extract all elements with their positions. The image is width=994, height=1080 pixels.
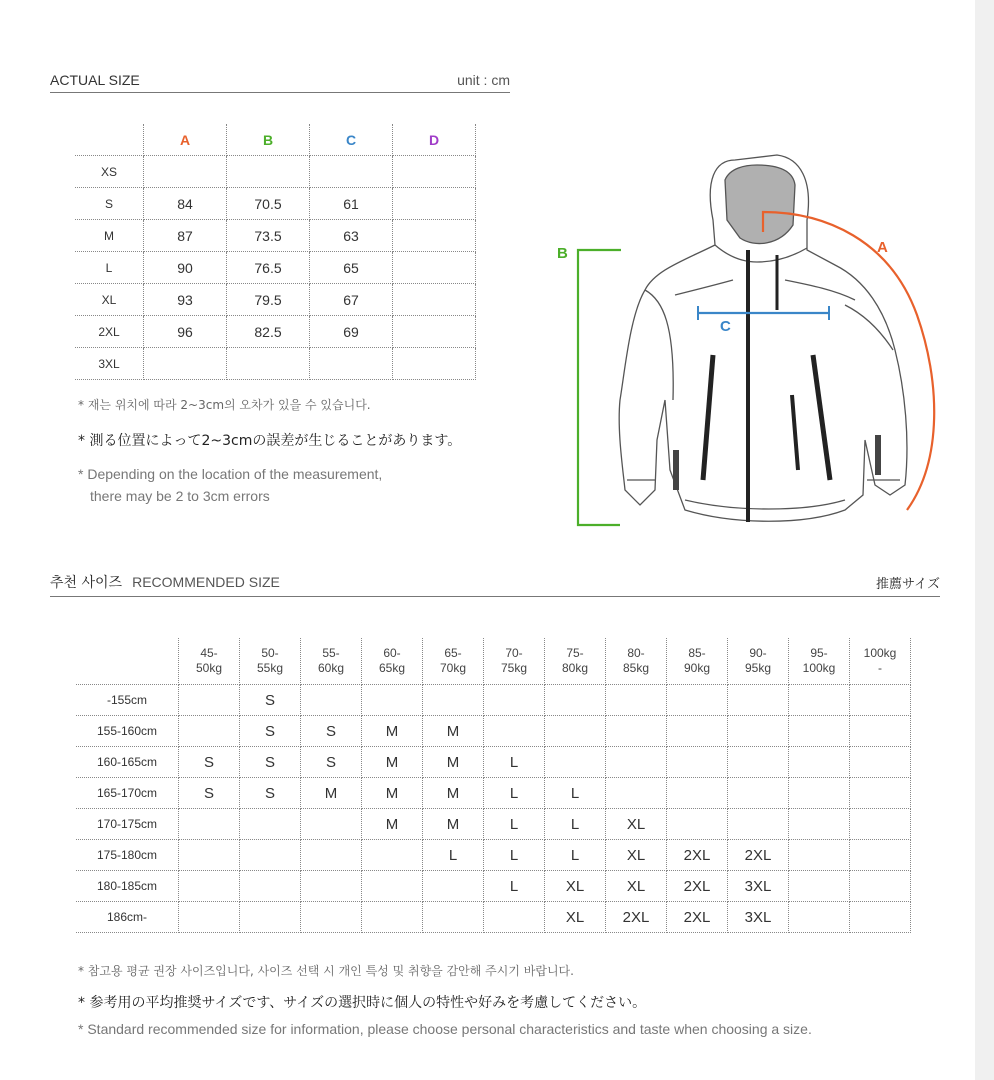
recommended-size-cell [789, 809, 850, 840]
recommended-size-cell [850, 747, 911, 778]
measure-a-label: A [877, 239, 888, 256]
measure-cell [144, 156, 227, 188]
actual-note-en-line1: * Depending on the location of the measurement, [78, 466, 383, 482]
measure-cell: 63 [310, 220, 393, 252]
weight-header [667, 638, 728, 685]
recommended-size-cell: S [179, 778, 240, 809]
recommended-size-cell [606, 685, 667, 716]
height-label: 180-185cm [76, 871, 179, 902]
recommended-size-cell: M [423, 747, 484, 778]
recommended-size-cell [789, 685, 850, 716]
weight-header-line1: 90- [749, 646, 767, 660]
recommended-size-cell [789, 840, 850, 871]
weight-header [240, 638, 301, 685]
recommended-size-cell: L [545, 778, 606, 809]
weight-header-line2: 60kg [317, 661, 345, 675]
recommended-size-cell [850, 840, 911, 871]
measure-cell: 61 [310, 188, 393, 220]
recommended-size-cell [606, 778, 667, 809]
actual-note-en-line2: there may be 2 to 3cm errors [90, 488, 270, 504]
weight-header-line2: 75kg [500, 661, 528, 675]
measure-cell [227, 348, 310, 380]
recommended-size-cell [484, 902, 545, 933]
height-label: 170-175cm [76, 809, 179, 840]
recommended-size-cell: 2XL [728, 840, 789, 871]
weight-header-line1: 100kg [863, 646, 897, 660]
recommended-size-cell: L [484, 871, 545, 902]
recommended-size-cell: 3XL [728, 871, 789, 902]
recommended-size-cell: L [423, 840, 484, 871]
recommended-size-cell [667, 747, 728, 778]
recommended-size-cell [728, 685, 789, 716]
height-row [76, 902, 911, 933]
size-row [75, 156, 476, 188]
measure-cell: 96 [144, 316, 227, 348]
size-label: S [75, 188, 144, 220]
weight-header-line2: 80kg [561, 661, 589, 675]
recommended-size-cell: 2XL [606, 902, 667, 933]
size-row [75, 284, 476, 316]
measure-cell: 65 [310, 252, 393, 284]
height-label: 186cm- [76, 902, 179, 933]
recommended-size-cell: S [240, 716, 301, 747]
recommended-size-cell [667, 809, 728, 840]
recommended-size-cell: L [545, 840, 606, 871]
recommended-size-cell: L [484, 840, 545, 871]
weight-header-line1: 80- [627, 646, 645, 660]
size-label: 3XL [75, 348, 144, 380]
size-label: 2XL [75, 316, 144, 348]
recommended-header [50, 568, 940, 597]
recommended-size-cell [484, 716, 545, 747]
recommended-size-cell: 3XL [728, 902, 789, 933]
measure-cell [393, 348, 476, 380]
actual-note-jp: * 測る位置によって2~3cmの誤差が生じることがあります。 [78, 433, 462, 449]
recommended-size-cell [850, 902, 911, 933]
recommended-size-cell: L [545, 809, 606, 840]
recommended-size-cell: M [362, 747, 423, 778]
weight-header-line2: - [878, 661, 882, 675]
recommended-size-cell [179, 685, 240, 716]
measure-cell [393, 188, 476, 220]
recommended-size-cell [728, 778, 789, 809]
height-row [76, 685, 911, 716]
recommended-size-cell: M [362, 809, 423, 840]
recommended-size-cell [545, 747, 606, 778]
recommended-size-cell: L [484, 809, 545, 840]
col-header-b: B [227, 124, 310, 156]
recommended-size-cell [301, 840, 362, 871]
recommended-size-cell [362, 871, 423, 902]
corner-cell [75, 124, 144, 156]
recommended-size-cell: L [484, 778, 545, 809]
actual-note-ko: * 재는 위치에 따라 2~3cm의 오차가 있을 수 있습니다. [78, 398, 371, 412]
recommended-size-cell: S [240, 685, 301, 716]
recommended-size-table [76, 638, 911, 933]
size-row [75, 220, 476, 252]
weight-header [545, 638, 606, 685]
height-row [76, 716, 911, 747]
recommended-size-cell: S [301, 747, 362, 778]
recommended-size-cell: S [240, 778, 301, 809]
rec-note-en: * Standard recommended size for information, please choose personal characteristics and taste when choosing a size. [78, 1021, 812, 1037]
recommended-size-cell [728, 747, 789, 778]
recommended-size-cell: M [362, 716, 423, 747]
recommended-size-cell [362, 685, 423, 716]
recommended-size-cell: S [240, 747, 301, 778]
corner-cell [76, 638, 179, 685]
measure-cell: 93 [144, 284, 227, 316]
size-label: M [75, 220, 144, 252]
recommended-size-cell: 2XL [667, 902, 728, 933]
height-label: 165-170cm [76, 778, 179, 809]
measure-cell [393, 220, 476, 252]
height-row [76, 778, 911, 809]
recommended-size-cell [545, 716, 606, 747]
recommended-size-cell [423, 902, 484, 933]
recommended-size-cell: M [362, 778, 423, 809]
measure-cell [393, 156, 476, 188]
col-header-d: D [393, 124, 476, 156]
measure-cell: 70.5 [227, 188, 310, 220]
height-label: 155-160cm [76, 716, 179, 747]
measure-cell: 73.5 [227, 220, 310, 252]
weight-header-line2: 55kg [256, 661, 284, 675]
recommended-size-cell [789, 778, 850, 809]
measure-cell: 82.5 [227, 316, 310, 348]
height-row [76, 871, 911, 902]
recommended-title [50, 572, 280, 592]
recommended-size-cell [301, 809, 362, 840]
recommended-title-ko: 추천 사이즈 [50, 575, 123, 591]
size-row [75, 252, 476, 284]
weight-header-line1: 70- [505, 646, 523, 660]
recommended-size-cell [667, 685, 728, 716]
recommended-size-cell [850, 809, 911, 840]
recommended-size-cell [423, 685, 484, 716]
weight-header [179, 638, 240, 685]
weight-header-line1: 55- [322, 646, 340, 660]
weight-header-line1: 65- [444, 646, 462, 660]
recommended-size-cell: L [484, 747, 545, 778]
recommended-size-cell [484, 685, 545, 716]
recommended-size-cell: XL [606, 871, 667, 902]
size-label: XS [75, 156, 144, 188]
recommended-size-cell [179, 871, 240, 902]
weight-header-line1: 85- [688, 646, 706, 660]
recommended-size-cell [240, 902, 301, 933]
recommended-size-cell [179, 902, 240, 933]
measure-b-label: B [557, 245, 568, 262]
weight-header [789, 638, 850, 685]
height-row [76, 809, 911, 840]
recommended-size-cell [423, 871, 484, 902]
recommended-size-cell [240, 871, 301, 902]
measure-cell: 76.5 [227, 252, 310, 284]
recommended-size-cell: S [179, 747, 240, 778]
recommended-size-cell [179, 840, 240, 871]
recommended-size-cell [789, 902, 850, 933]
height-label: 160-165cm [76, 747, 179, 778]
measure-cell [227, 156, 310, 188]
recommended-size-cell [850, 871, 911, 902]
actual-size-table [75, 124, 476, 380]
recommended-size-cell [179, 809, 240, 840]
size-row [75, 188, 476, 220]
rec-note-ko: * 참고용 평균 권장 사이즈입니다, 사이즈 선택 시 개인 특성 및 취향을 감안해 주시기 바랍니다. [78, 964, 574, 978]
recommended-size-cell: 2XL [667, 840, 728, 871]
recommended-size-cell [301, 871, 362, 902]
rec-note-jp: * 参考用の平均推奨サイズです、サイズの選択時に個人の特性や好みを考慮してください。 [78, 995, 647, 1011]
weight-header [362, 638, 423, 685]
weight-header-line2: 100kg [802, 661, 836, 675]
recommended-size-cell [789, 716, 850, 747]
height-label: -155cm [76, 685, 179, 716]
measure-cell: 69 [310, 316, 393, 348]
measure-b-line [578, 250, 621, 525]
weight-header [850, 638, 911, 685]
size-table-header-row [75, 124, 476, 156]
weight-header-line2: 95kg [744, 661, 772, 675]
measure-cell [310, 348, 393, 380]
recommended-size-cell [667, 716, 728, 747]
recommended-size-cell: XL [545, 871, 606, 902]
measure-cell [393, 252, 476, 284]
jacket-illustration [619, 155, 907, 522]
size-row [75, 348, 476, 380]
size-label: L [75, 252, 144, 284]
page-right-edge [975, 0, 994, 1080]
measure-cell: 67 [310, 284, 393, 316]
recommended-size-cell: S [301, 716, 362, 747]
measure-cell [393, 284, 476, 316]
recommended-size-cell: M [423, 809, 484, 840]
weight-header-line1: 60- [383, 646, 401, 660]
measure-c-label: C [720, 318, 731, 335]
recommended-size-cell [728, 809, 789, 840]
weight-header-line2: 90kg [683, 661, 711, 675]
measure-cell [144, 348, 227, 380]
recommended-size-cell: 2XL [667, 871, 728, 902]
recommended-size-cell: XL [606, 809, 667, 840]
weight-header-line1: 45- [200, 646, 218, 660]
weight-header [484, 638, 545, 685]
measure-cell: 84 [144, 188, 227, 220]
measure-cell: 87 [144, 220, 227, 252]
weight-header-line1: 95- [810, 646, 828, 660]
weight-header-line2: 70kg [439, 661, 467, 675]
recommended-size-cell: M [301, 778, 362, 809]
height-label: 175-180cm [76, 840, 179, 871]
size-label: XL [75, 284, 144, 316]
actual-note-en [78, 463, 382, 507]
recommended-size-cell [850, 778, 911, 809]
recommended-size-cell [728, 716, 789, 747]
recommended-size-cell [606, 716, 667, 747]
recommended-size-cell: M [423, 778, 484, 809]
weight-header [301, 638, 362, 685]
size-row [75, 316, 476, 348]
recommended-size-cell: XL [545, 902, 606, 933]
recommended-size-cell [789, 871, 850, 902]
recommended-size-cell: M [423, 716, 484, 747]
recommended-size-cell [850, 685, 911, 716]
recommended-size-cell [850, 716, 911, 747]
actual-size-title: ACTUAL SIZE [50, 72, 140, 88]
recommended-size-cell [240, 840, 301, 871]
col-header-c: C [310, 124, 393, 156]
height-row [76, 840, 911, 871]
weight-header-line2: 85kg [622, 661, 650, 675]
recommended-size-cell [667, 778, 728, 809]
weight-header [606, 638, 667, 685]
weight-header [728, 638, 789, 685]
recommended-size-cell [362, 902, 423, 933]
recommended-size-cell [545, 685, 606, 716]
weight-header-line1: 50- [261, 646, 279, 660]
weight-header-line1: 75- [566, 646, 584, 660]
recommended-size-cell [606, 747, 667, 778]
actual-size-header [50, 62, 510, 93]
recommended-size-cell [789, 747, 850, 778]
weight-header-line2: 65kg [378, 661, 406, 675]
measure-cell: 79.5 [227, 284, 310, 316]
recommended-size-cell [179, 716, 240, 747]
recommended-size-cell: XL [606, 840, 667, 871]
measure-cell [310, 156, 393, 188]
recommended-title-en: RECOMMENDED SIZE [132, 574, 280, 590]
jacket-diagram [545, 140, 955, 540]
weight-header-line2: 50kg [195, 661, 223, 675]
unit-label: unit : cm [457, 72, 510, 88]
recommended-title-jp: 推薦サイズ [876, 577, 940, 592]
recommended-size-cell [240, 809, 301, 840]
weight-header-row [76, 638, 911, 685]
recommended-size-cell [362, 840, 423, 871]
recommended-size-cell [301, 902, 362, 933]
height-row [76, 747, 911, 778]
measure-cell: 90 [144, 252, 227, 284]
col-header-a: A [144, 124, 227, 156]
measure-cell [393, 316, 476, 348]
recommended-size-cell [301, 685, 362, 716]
weight-header [423, 638, 484, 685]
